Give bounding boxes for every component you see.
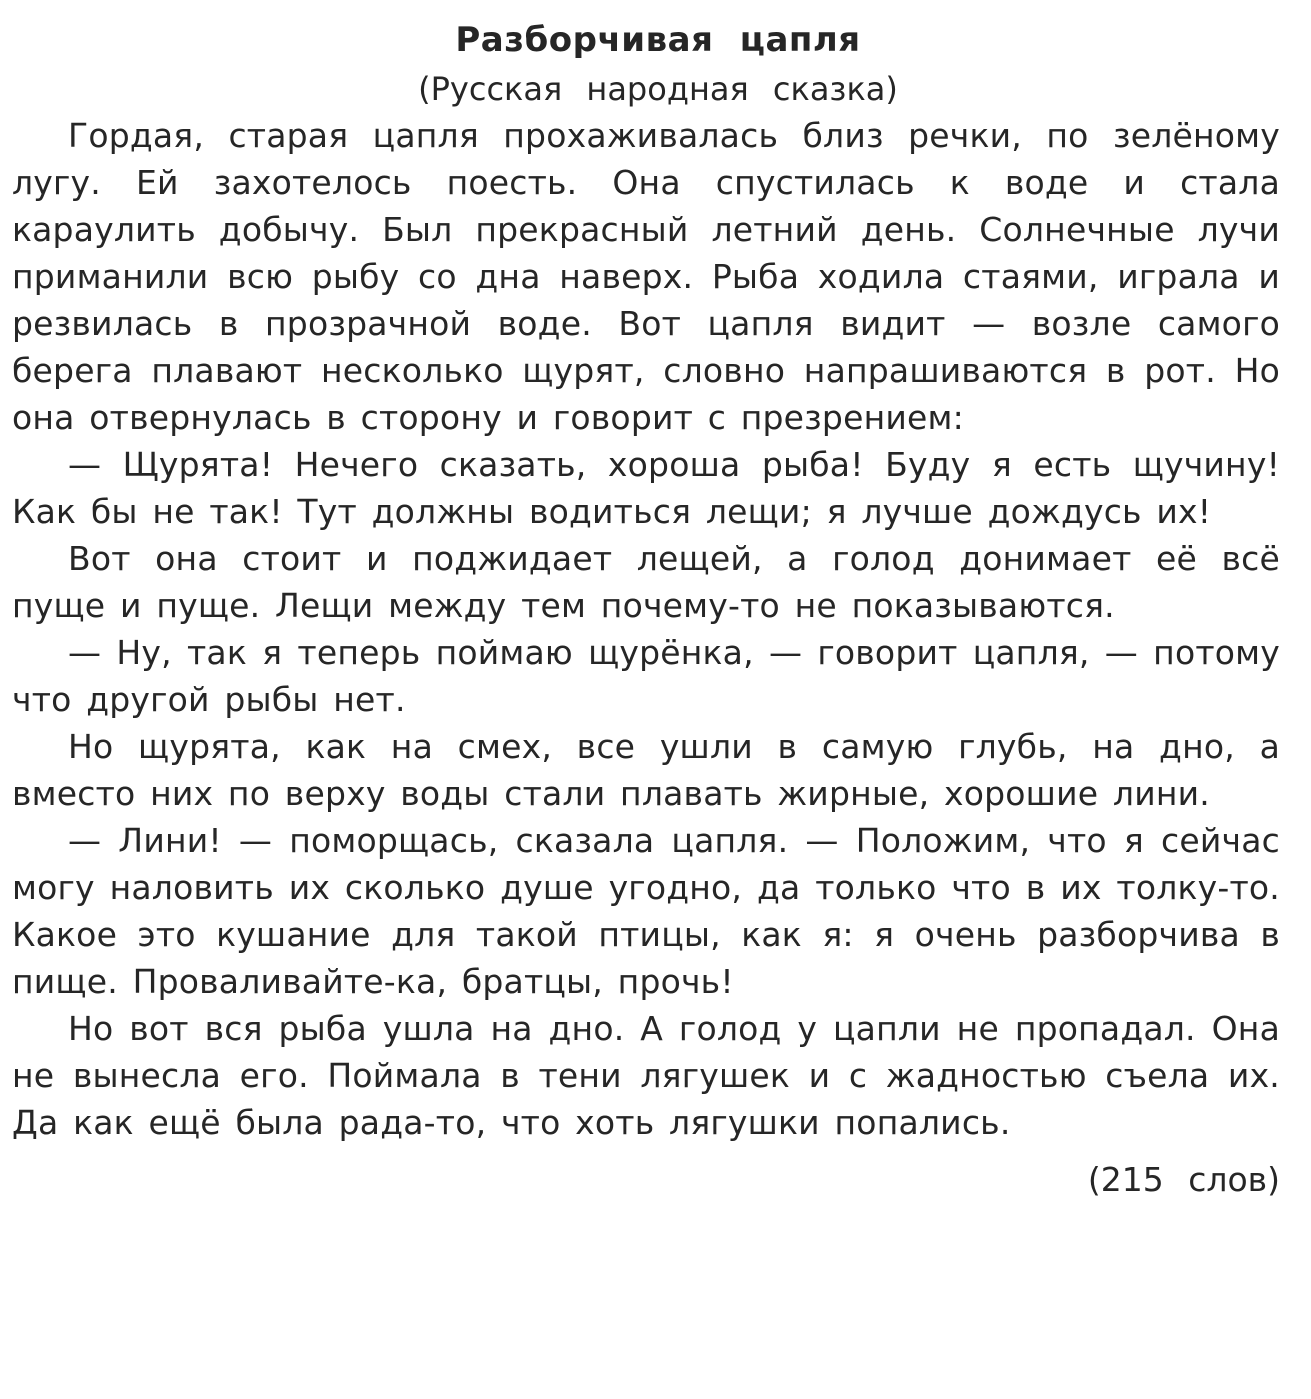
word-count: (215 слов) (1087, 1160, 1280, 1199)
paragraph: — Лини! — поморщась, сказала цапля. — Положим, что я сейчас могу наловить их сколько душе угодно, да только что в их толку-то. Какое это кушание для такой птицы, как я: я очень разборчива в пище. Проваливайте-ка, братцы, прочь! (12, 821, 1280, 1001)
paragraph: Гордая, старая цапля прохаживалась близ речки, по зелёному лугу. Ей захотелось поесть. Она спустилась к воде и стала караулить добычу. Был прекрасный летний день. Солнечные лучи приманили всю рыбу со дна наверх. Рыба ходила стаями, играла и резвилась в прозрачной воде. Вот цапля видит — возле самого берега плавают несколько щурят, словно напрашиваются в рот. Но она отвернулась в сторону и говорит с презрением: (12, 116, 1280, 437)
story-subtitle: (Русская народная сказка) (418, 70, 898, 108)
paragraph: — Ну, так я теперь поймаю щурёнка, — говорит цапля, — потому что другой рыбы нет. (12, 633, 1280, 719)
document-page (12, 14, 1280, 1203)
paragraph: Но вот вся рыба ушла на дно. А голод у цапли не пропадал. Она не вынесла его. Поймала в тени лягушек и с жадностью съела их. Да как ещё была рада-то, что хоть лягушки попались. (12, 1009, 1280, 1142)
story-title: Разборчивая цапля (455, 20, 861, 60)
paragraph: — Щурята! Нечего сказать, хороша рыба! Буду я есть щучину! Как бы не так! Тут должны водиться лещи; я лучше дождусь их! (12, 445, 1280, 531)
paragraph: Но щурята, как на смех, все ушли в самую глубь, на дно, а вместо них по верху воды стали плавать жирные, хорошие лини. (12, 727, 1280, 813)
paragraph: Вот она стоит и поджидает лещей, а голод донимает её всё пуще и пуще. Лещи между тем почему-то не показываются. (12, 539, 1280, 625)
story-body (12, 112, 1280, 1146)
